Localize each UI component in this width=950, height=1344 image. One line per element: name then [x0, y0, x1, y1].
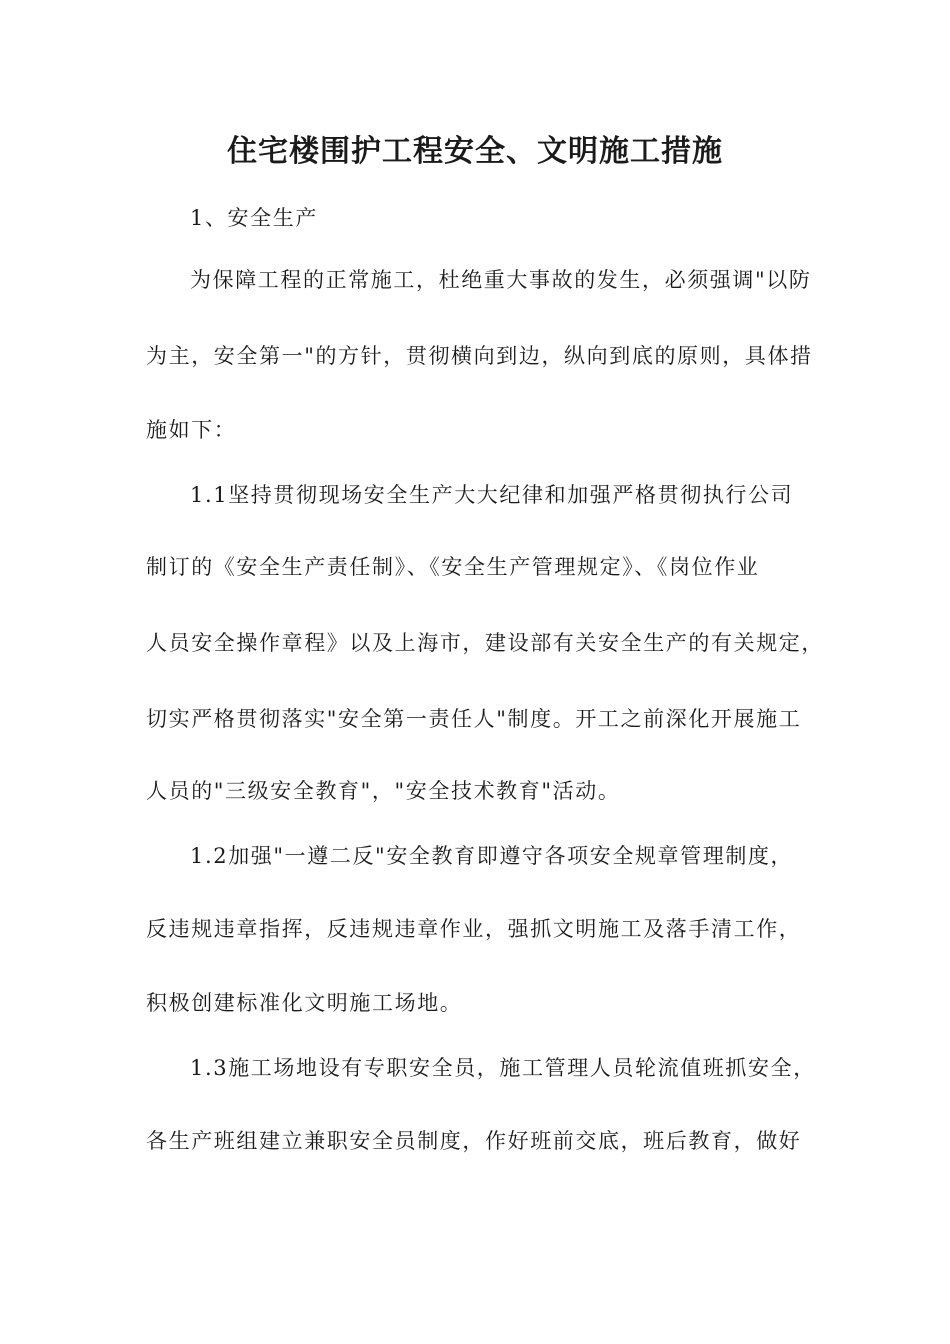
paragraph-line: 1.2加强"一遵二反"安全教育即遵守各项安全规章管理制度， — [190, 844, 794, 868]
paragraph-line: 切实严格贯彻落实"安全第一责任人"制度。开工之前深化开展施工 — [146, 707, 802, 731]
paragraph-line: 1.1坚持贯彻现场安全生产大大纪律和加强严格贯彻执行公司 — [190, 483, 794, 507]
paragraph-line: 各生产班组建立兼职安全员制度，作好班前交底，班后教育，做好 — [146, 1129, 802, 1153]
paragraph-line: 人员的"三级安全教育"，"安全技术教育"活动。 — [146, 779, 621, 803]
section-heading-safety: 1、安全生产 — [190, 206, 318, 230]
paragraph-line: 积极创建标准化文明施工场地。 — [146, 991, 463, 1015]
paragraph-line: 为保障工程的正常施工，杜绝重大事故的发生，必须强调"以防 — [190, 268, 812, 292]
paragraph-line: 制订的《安全生产责任制》、《安全生产管理规定》、《岗位作业 — [146, 555, 760, 579]
paragraph-line: 人员安全操作章程》以及上海市，建设部有关安全生产的有关规定， — [146, 631, 824, 655]
paragraph-line: 施如下： — [146, 418, 237, 442]
paragraph-line: 为主，安全第一"的方针，贯彻横向到边，纵向到底的原则，具体措 — [146, 344, 813, 368]
document-title: 住宅楼围护工程安全、文明施工措施 — [227, 134, 723, 169]
paragraph-line: 反违规违章指挥，反违规违章作业，强抓文明施工及落手清工作， — [146, 917, 802, 941]
paragraph-line: 1.3施工场地设有专职安全员，施工管理人员轮流值班抓安全， — [190, 1056, 816, 1080]
